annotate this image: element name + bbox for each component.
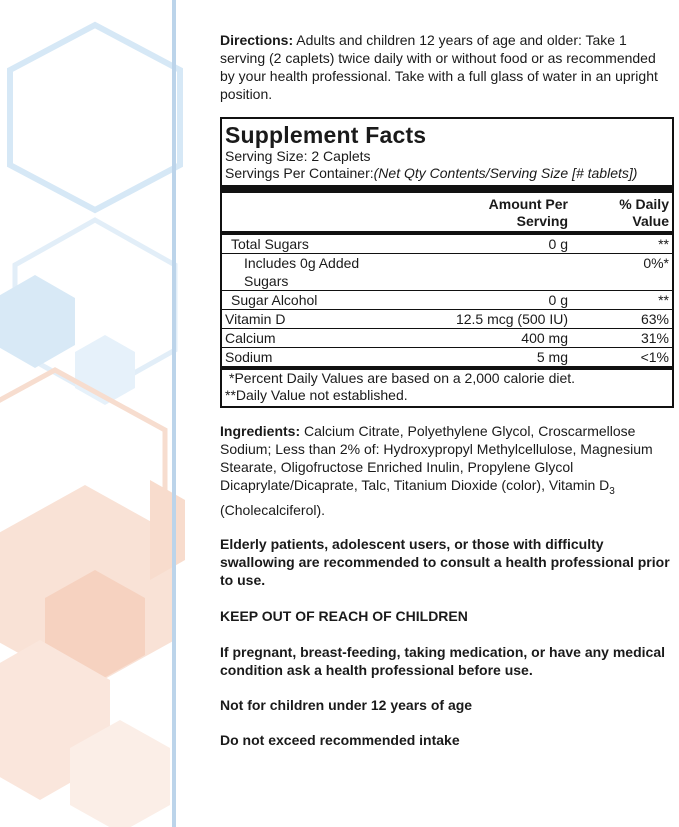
thick-divider bbox=[222, 185, 672, 193]
nutrient-amount: 0 g bbox=[548, 292, 568, 308]
serving-size: Serving Size: 2 Caplets bbox=[225, 148, 371, 164]
supplement-facts-panel bbox=[220, 117, 674, 408]
nutrient-amount: 5 mg bbox=[536, 349, 568, 365]
nutrient-dv: 0%* bbox=[643, 255, 669, 271]
hexagon-pattern-icon bbox=[0, 0, 185, 827]
nutrient-row bbox=[222, 347, 672, 366]
ingredients-text: Calcium Citrate, Polyethylene Glycol, Croscarmellose Sodium; Less than 2% of: Hydroxypropyl Methylcellulose, Magnesium Stearate, Oligofructose Enriched Inulin, Propylene Glycol Dicaprylate/Dicaprate, Talc, Titanium Dioxide (color), Vitamin D bbox=[220, 423, 653, 493]
facts-column-header bbox=[225, 193, 669, 231]
nutrient-name: Sodium bbox=[225, 349, 273, 365]
nutrient-row bbox=[222, 309, 672, 328]
nutrient-dv: <1% bbox=[640, 349, 669, 365]
nutrient-dv: ** bbox=[658, 292, 669, 308]
footnote-not-established: **Daily Value not established. bbox=[225, 387, 408, 403]
amount-per-serving-header: Amount Per Serving bbox=[488, 196, 568, 229]
decorative-hexagon-panel bbox=[0, 0, 185, 827]
directions-label: Directions: bbox=[220, 32, 294, 48]
nutrient-amount: 12.5 mcg (500 IU) bbox=[455, 311, 568, 327]
nutrient-amount bbox=[388, 254, 568, 290]
daily-value-header-line1: % Daily bbox=[619, 196, 669, 212]
daily-value-header-line2: Value bbox=[632, 213, 669, 229]
nutrient-dv: 31% bbox=[640, 330, 669, 346]
pregnancy-warning: If pregnant, breast-feeding, taking medication, or have any medical condition ask a health professional before use. bbox=[220, 643, 665, 678]
nutrient-dv: 63% bbox=[640, 311, 669, 327]
keep-out-warning: KEEP OUT OF REACH OF CHILDREN bbox=[220, 607, 468, 624]
nutrient-name: Vitamin D bbox=[225, 311, 286, 327]
directions-text: Adults and children 12 years of age and older: Take 1 serving (2 caplets) twice daily with or without food or as recommended by your health professional. Take with a full glass of water in an upright position. bbox=[220, 32, 658, 102]
nutrient-dv: ** bbox=[658, 236, 669, 252]
daily-value-header bbox=[568, 196, 669, 230]
directions-paragraph bbox=[220, 31, 672, 103]
nutrient-amount: 400 mg bbox=[521, 330, 568, 346]
footnote-daily-values: *Percent Daily Values are based on a 2,000 calorie diet. bbox=[229, 370, 576, 386]
age-warning: Not for children under 12 years of age bbox=[220, 696, 473, 713]
nutrient-name: Sugar Alcohol bbox=[231, 292, 318, 308]
nutrient-row bbox=[222, 253, 672, 290]
facts-footnotes bbox=[225, 370, 669, 404]
nutrient-name: Total Sugars bbox=[231, 236, 309, 252]
servings-per-container bbox=[225, 165, 669, 182]
nutrient-amount: 0 g bbox=[548, 236, 568, 252]
ingredients-subscript: 3 bbox=[609, 485, 615, 497]
nutrient-row bbox=[222, 328, 672, 347]
nutrient-name: Includes 0g Added Sugars bbox=[244, 255, 360, 289]
servings-per-container-label: Servings Per Container: bbox=[225, 165, 374, 181]
elderly-warning: Elderly patients, adolescent users, or those with difficulty swallowing are recommended to consult a health professional prior to use. bbox=[220, 535, 670, 588]
servings-per-container-value: (Net Qty Contents/Serving Size [# tablets]) bbox=[373, 165, 638, 181]
nutrient-row bbox=[222, 235, 672, 253]
nutrient-row bbox=[222, 290, 672, 309]
ingredients-label: Ingredients: bbox=[220, 423, 301, 439]
label-content bbox=[220, 31, 672, 749]
ingredients-text-end: (Cholecalciferol). bbox=[220, 501, 326, 518]
supplement-facts-title: Supplement Facts bbox=[225, 122, 427, 148]
ingredients-paragraph bbox=[220, 422, 672, 519]
sidebar-divider-line bbox=[172, 0, 176, 827]
nutrient-name: Calcium bbox=[225, 330, 276, 346]
intake-warning: Do not exceed recommended intake bbox=[220, 731, 460, 748]
